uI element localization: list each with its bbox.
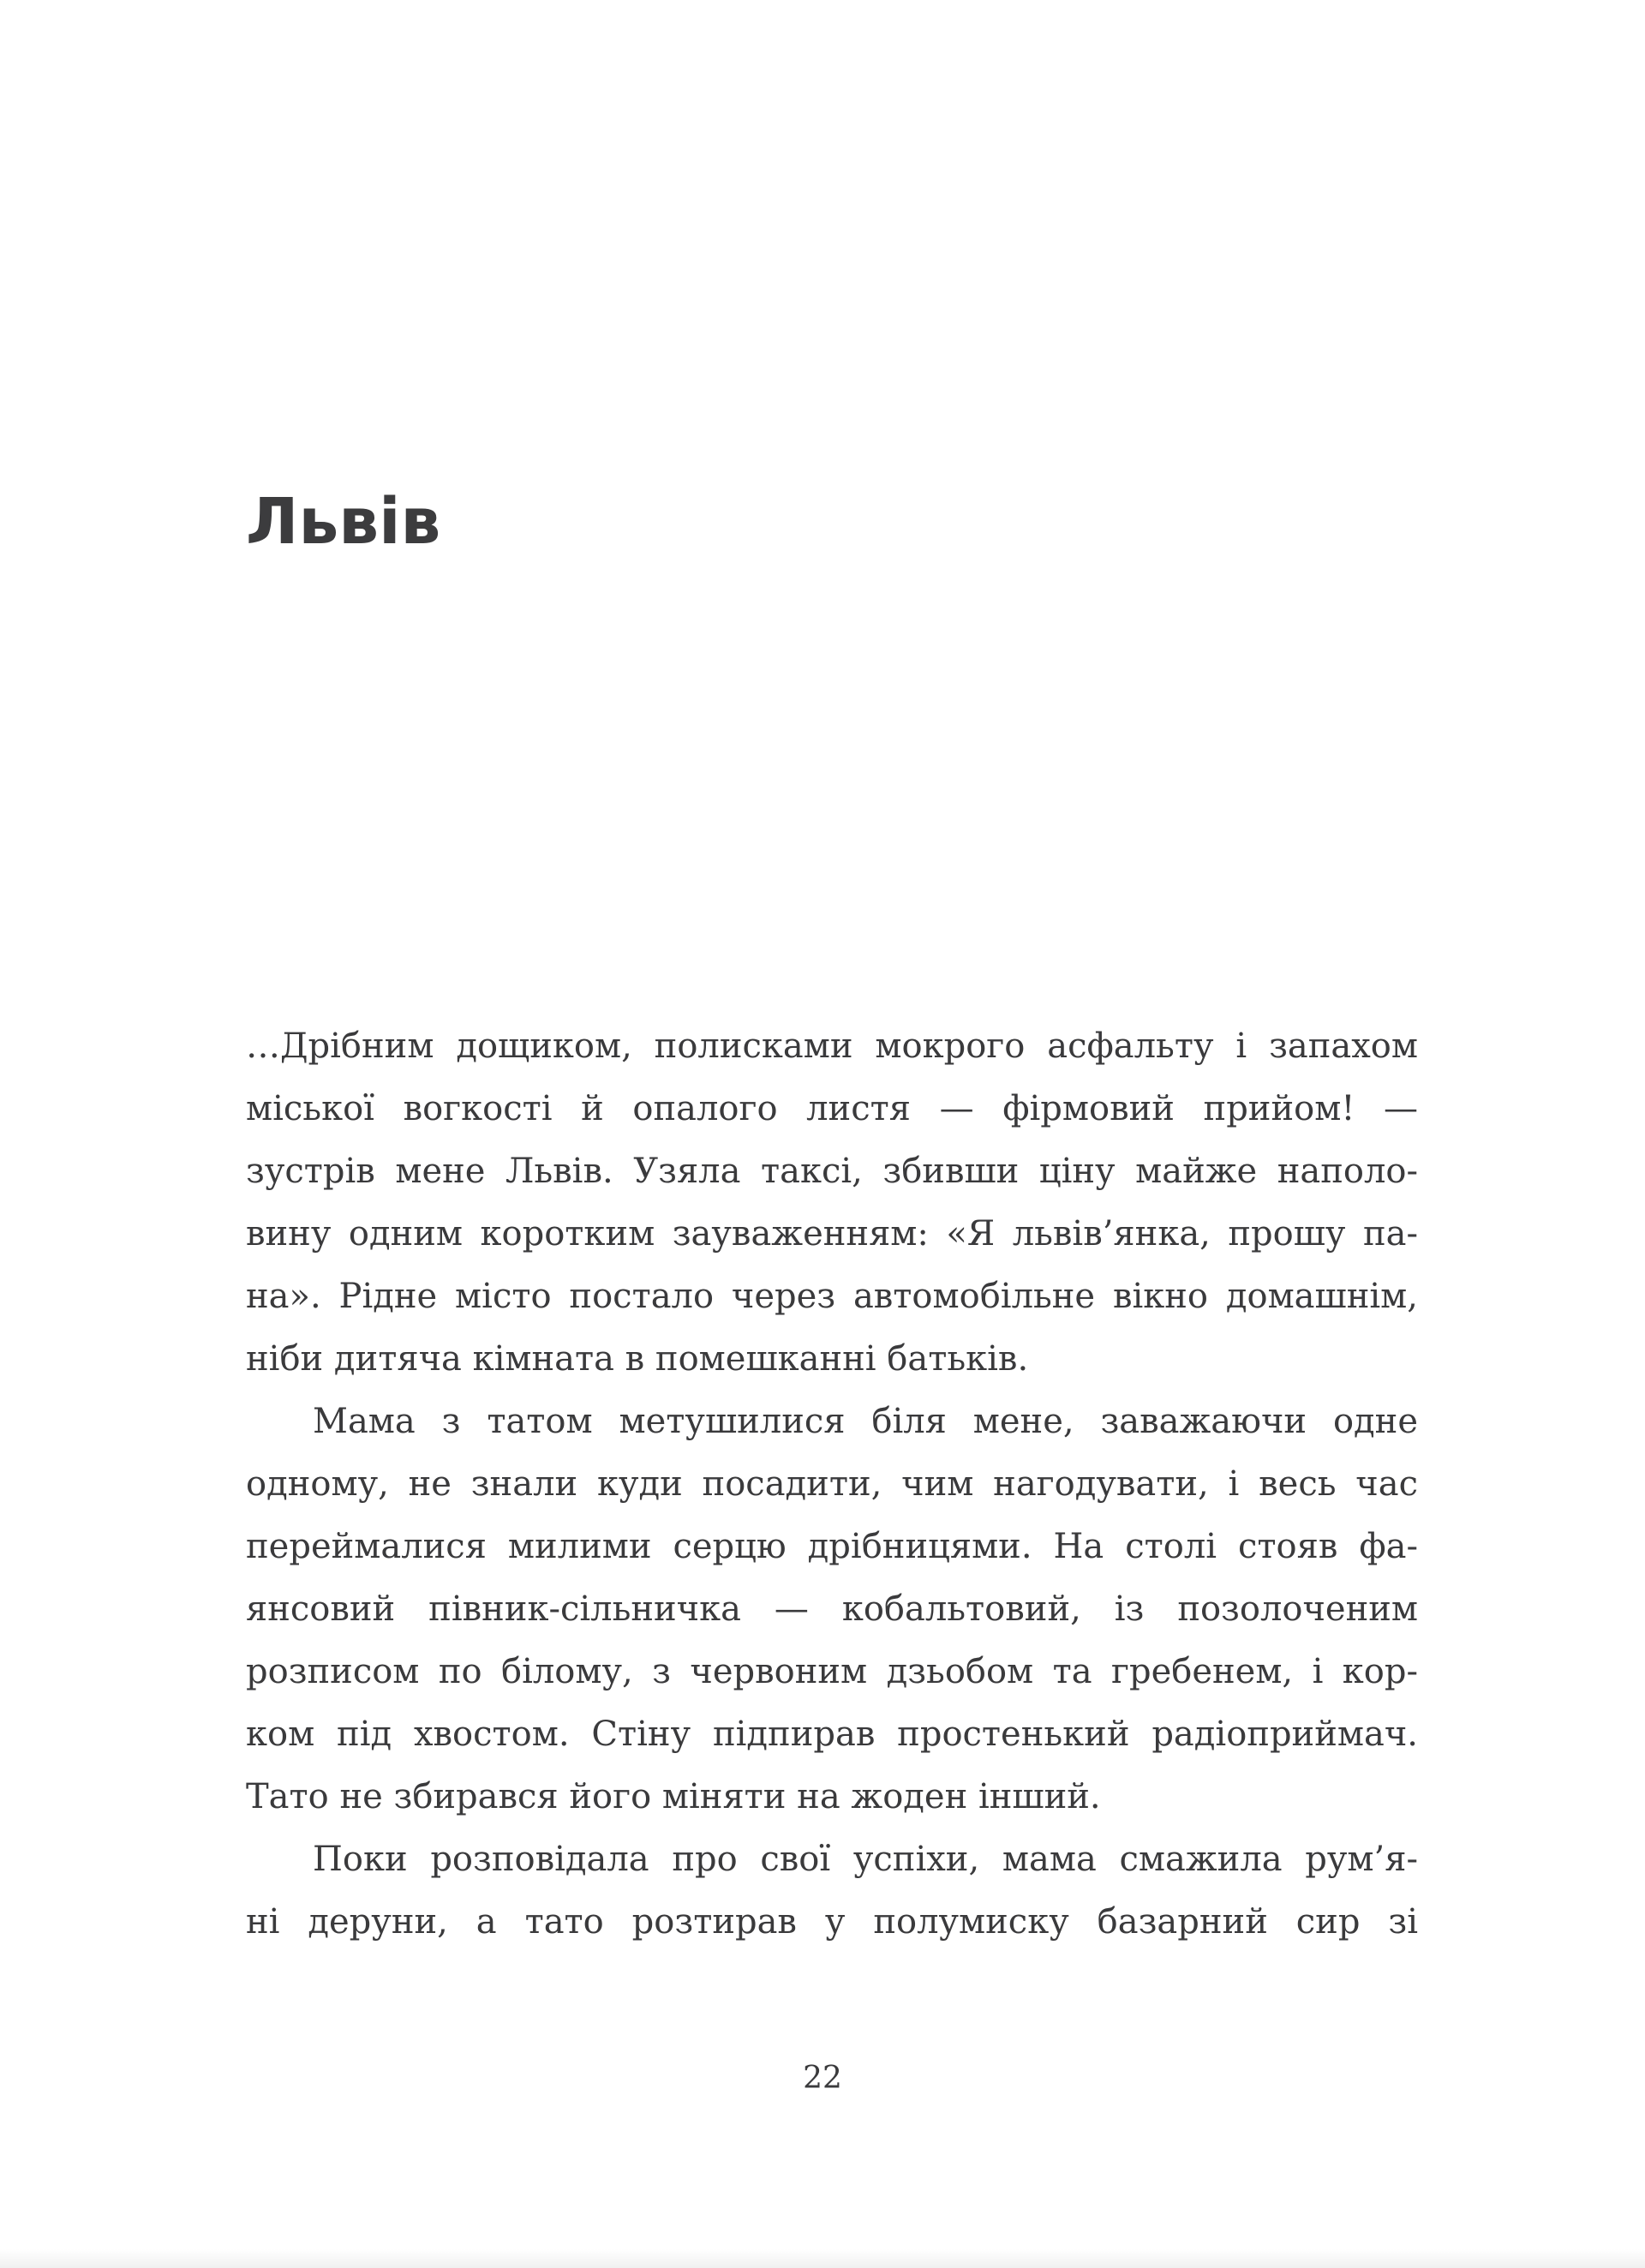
text-line: вину одним коротким зауваженням: «Я львів’янка, прошу па- [246, 1214, 1418, 1254]
text-line: одному, не знали куди посадити, чим нагодувати, і весь час [246, 1464, 1418, 1504]
text-line: Мама з татом метушилися біля мене, заважаючи одне [313, 1402, 1418, 1441]
text-line: зустрів мене Львів. Узяла таксі, збивши ціну майже наполо- [246, 1152, 1418, 1191]
page-number: 22 [803, 2061, 842, 2096]
text-line: ком під хвостом. Стіну підпирав простенький радіоприймач. [246, 1714, 1418, 1754]
page-edge-shadow [0, 2249, 1645, 2268]
text-line: міської вогкості й опалого листя — фірмовий прийом! — [246, 1089, 1418, 1128]
body-text [246, 1015, 1418, 1954]
text-line: розписом по білому, з червоним дзьобом та гребенем, і кор- [246, 1652, 1418, 1691]
text-line: на». Рідне місто постало через автомобільне вікно домашнім, [246, 1277, 1418, 1316]
text-line: переймалися милими серцю дрібницями. На столі стояв фа- [246, 1527, 1418, 1566]
text-line: …Дрібним дощиком, полисками мокрого асфальту і запахом [246, 1026, 1418, 1066]
text-line: янсовий півник-сільничка — кобальтовий, із позолоченим [246, 1589, 1418, 1629]
text-line: Тато не збирався його міняти на жоден інший. [246, 1777, 1101, 1816]
chapter-title: Львів [246, 485, 441, 559]
text-line: ні деруни, а тато розтирав у полумиску базарний сир зі [246, 1902, 1418, 1942]
text-line: Поки розповідала про свої успіхи, мама смажила рум’я- [313, 1840, 1418, 1879]
text-line: ніби дитяча кімната в помешканні батьків. [246, 1339, 1029, 1379]
